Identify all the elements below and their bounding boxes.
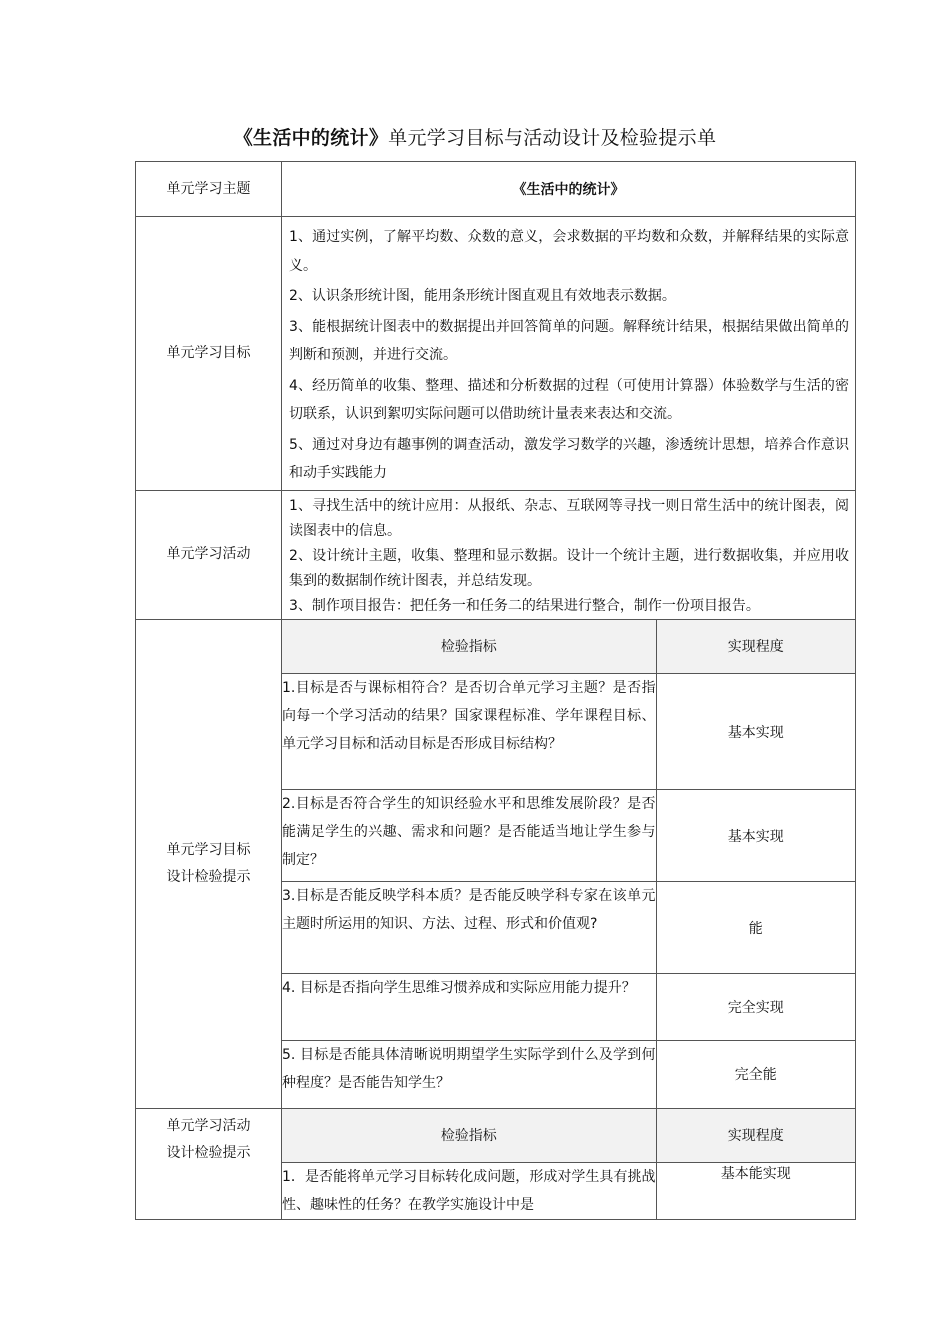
goal-check-header xyxy=(282,620,855,674)
check-degree: 完全实现 xyxy=(656,974,855,1041)
check-degree: 完全能 xyxy=(656,1041,855,1108)
title-bold-part: 《生活中的统计》 xyxy=(233,127,389,149)
activity-check-section xyxy=(136,1108,856,1220)
activity-item: 2、设计统计主题，收集、整理和显示数据。设计一个统计主题，进行数据收集，并应用收集到的数据制作统计图表，并总结发现。 xyxy=(289,547,849,589)
table-row xyxy=(282,1041,855,1108)
activity-check-label-line2: 设计检验提示 xyxy=(166,1144,251,1161)
activity-check-label-line1: 单元学习活动 xyxy=(166,1117,251,1134)
goals-content xyxy=(282,217,856,491)
goal-check-table xyxy=(282,620,855,1108)
goal-check-label xyxy=(136,619,282,1108)
topic-value: 《生活中的统计》 xyxy=(282,162,856,217)
degree-header: 实现程度 xyxy=(656,1109,855,1163)
check-degree: 能 xyxy=(656,882,855,974)
activities-label: 单元学习活动 xyxy=(136,490,282,619)
activity-item: 3、制作项目报告：把任务一和任务二的结果进行整合，制作一份项目报告。 xyxy=(289,597,760,614)
degree-header: 实现程度 xyxy=(656,620,855,674)
table-row xyxy=(282,790,855,882)
indicator-header: 检验指标 xyxy=(282,620,656,674)
check-degree: 基本实现 xyxy=(656,674,855,790)
activity-check-cell xyxy=(282,1108,856,1220)
topic-row xyxy=(136,162,856,217)
indicator-header: 检验指标 xyxy=(282,1109,656,1163)
activity-check-label xyxy=(136,1108,282,1220)
table-row xyxy=(282,1163,855,1220)
table-row xyxy=(282,674,855,790)
activity-item: 1、寻找生活中的统计应用：从报纸、杂志、互联网等寻找一则日常生活中的统计图表，阅读图表中的信息。 xyxy=(289,497,849,539)
activity-check-header xyxy=(282,1109,855,1163)
goal-item: 1、通过实例，了解平均数、众数的意义，会求数据的平均数和众数，并解释结果的实际意义。 xyxy=(289,229,849,274)
topic-label: 单元学习主题 xyxy=(136,162,282,217)
plan-table xyxy=(135,161,856,1220)
check-question: 1．是否能将单元学习目标转化成问题，形成对学生具有挑战性、趣味性的任务？在教学实施设计中是 xyxy=(282,1169,656,1213)
check-question: 4. 目标是否指向学生思维习惯养成和实际应用能力提升？ xyxy=(282,974,656,1041)
goal-item: 2、认识条形统计图，能用条形统计图直观且有效地表示数据。 xyxy=(289,288,676,304)
title-rest: 单元学习目标与活动设计及检验提示单 xyxy=(388,127,717,149)
activity-check-table xyxy=(282,1109,855,1220)
document-title xyxy=(0,124,950,152)
goals-row xyxy=(136,217,856,491)
goals-label: 单元学习目标 xyxy=(136,217,282,491)
check-question: 1.目标是否与课标相符合？是否切合单元学习主题？是否指向每一个学习活动的结果？国家课程标准、学年课程目标、单元学习目标和活动目标是否形成目标结构？ xyxy=(282,674,656,790)
table-row xyxy=(282,974,855,1041)
goal-item: 3、能根据统计图表中的数据提出并回答简单的问题。解释统计结果，根据结果做出简单的判断和预测，并进行交流。 xyxy=(289,318,849,363)
check-question: 5. 目标是否能具体清晰说明期望学生实际学到什么及学到何种程度？是否能告知学生？ xyxy=(282,1047,656,1091)
goal-check-label-line2: 设计检验提示 xyxy=(166,868,251,885)
table-row xyxy=(282,882,855,974)
check-degree: 基本能实现 xyxy=(656,1163,855,1220)
goal-check-section xyxy=(136,619,856,1108)
check-degree: 基本实现 xyxy=(656,790,855,882)
goal-item: 4、经历简单的收集、整理、描述和分析数据的过程（可使用计算器）体验数学与生活的密切联系，认识到絮叨实际问题可以借助统计量表来表达和交流。 xyxy=(289,377,849,422)
activities-content xyxy=(282,490,856,619)
check-question: 3.目标是否能反映学科本质？是否能反映学科专家在该单元主题时所运用的知识、方法、过程、形式和价值观? xyxy=(282,882,656,974)
goal-check-cell xyxy=(282,619,856,1108)
check-question: 2.目标是否符合学生的知识经验水平和思维发展阶段？是否能满足学生的兴趣、需求和问题？是否能适当地让学生参与制定？ xyxy=(282,790,656,882)
goal-item: 5、通过对身边有趣事例的调查活动，激发学习数学的兴趣，渗透统计思想，培养合作意识和动手实践能力 xyxy=(289,436,849,481)
goal-check-label-line1: 单元学习目标 xyxy=(166,841,251,858)
activities-row xyxy=(136,490,856,619)
